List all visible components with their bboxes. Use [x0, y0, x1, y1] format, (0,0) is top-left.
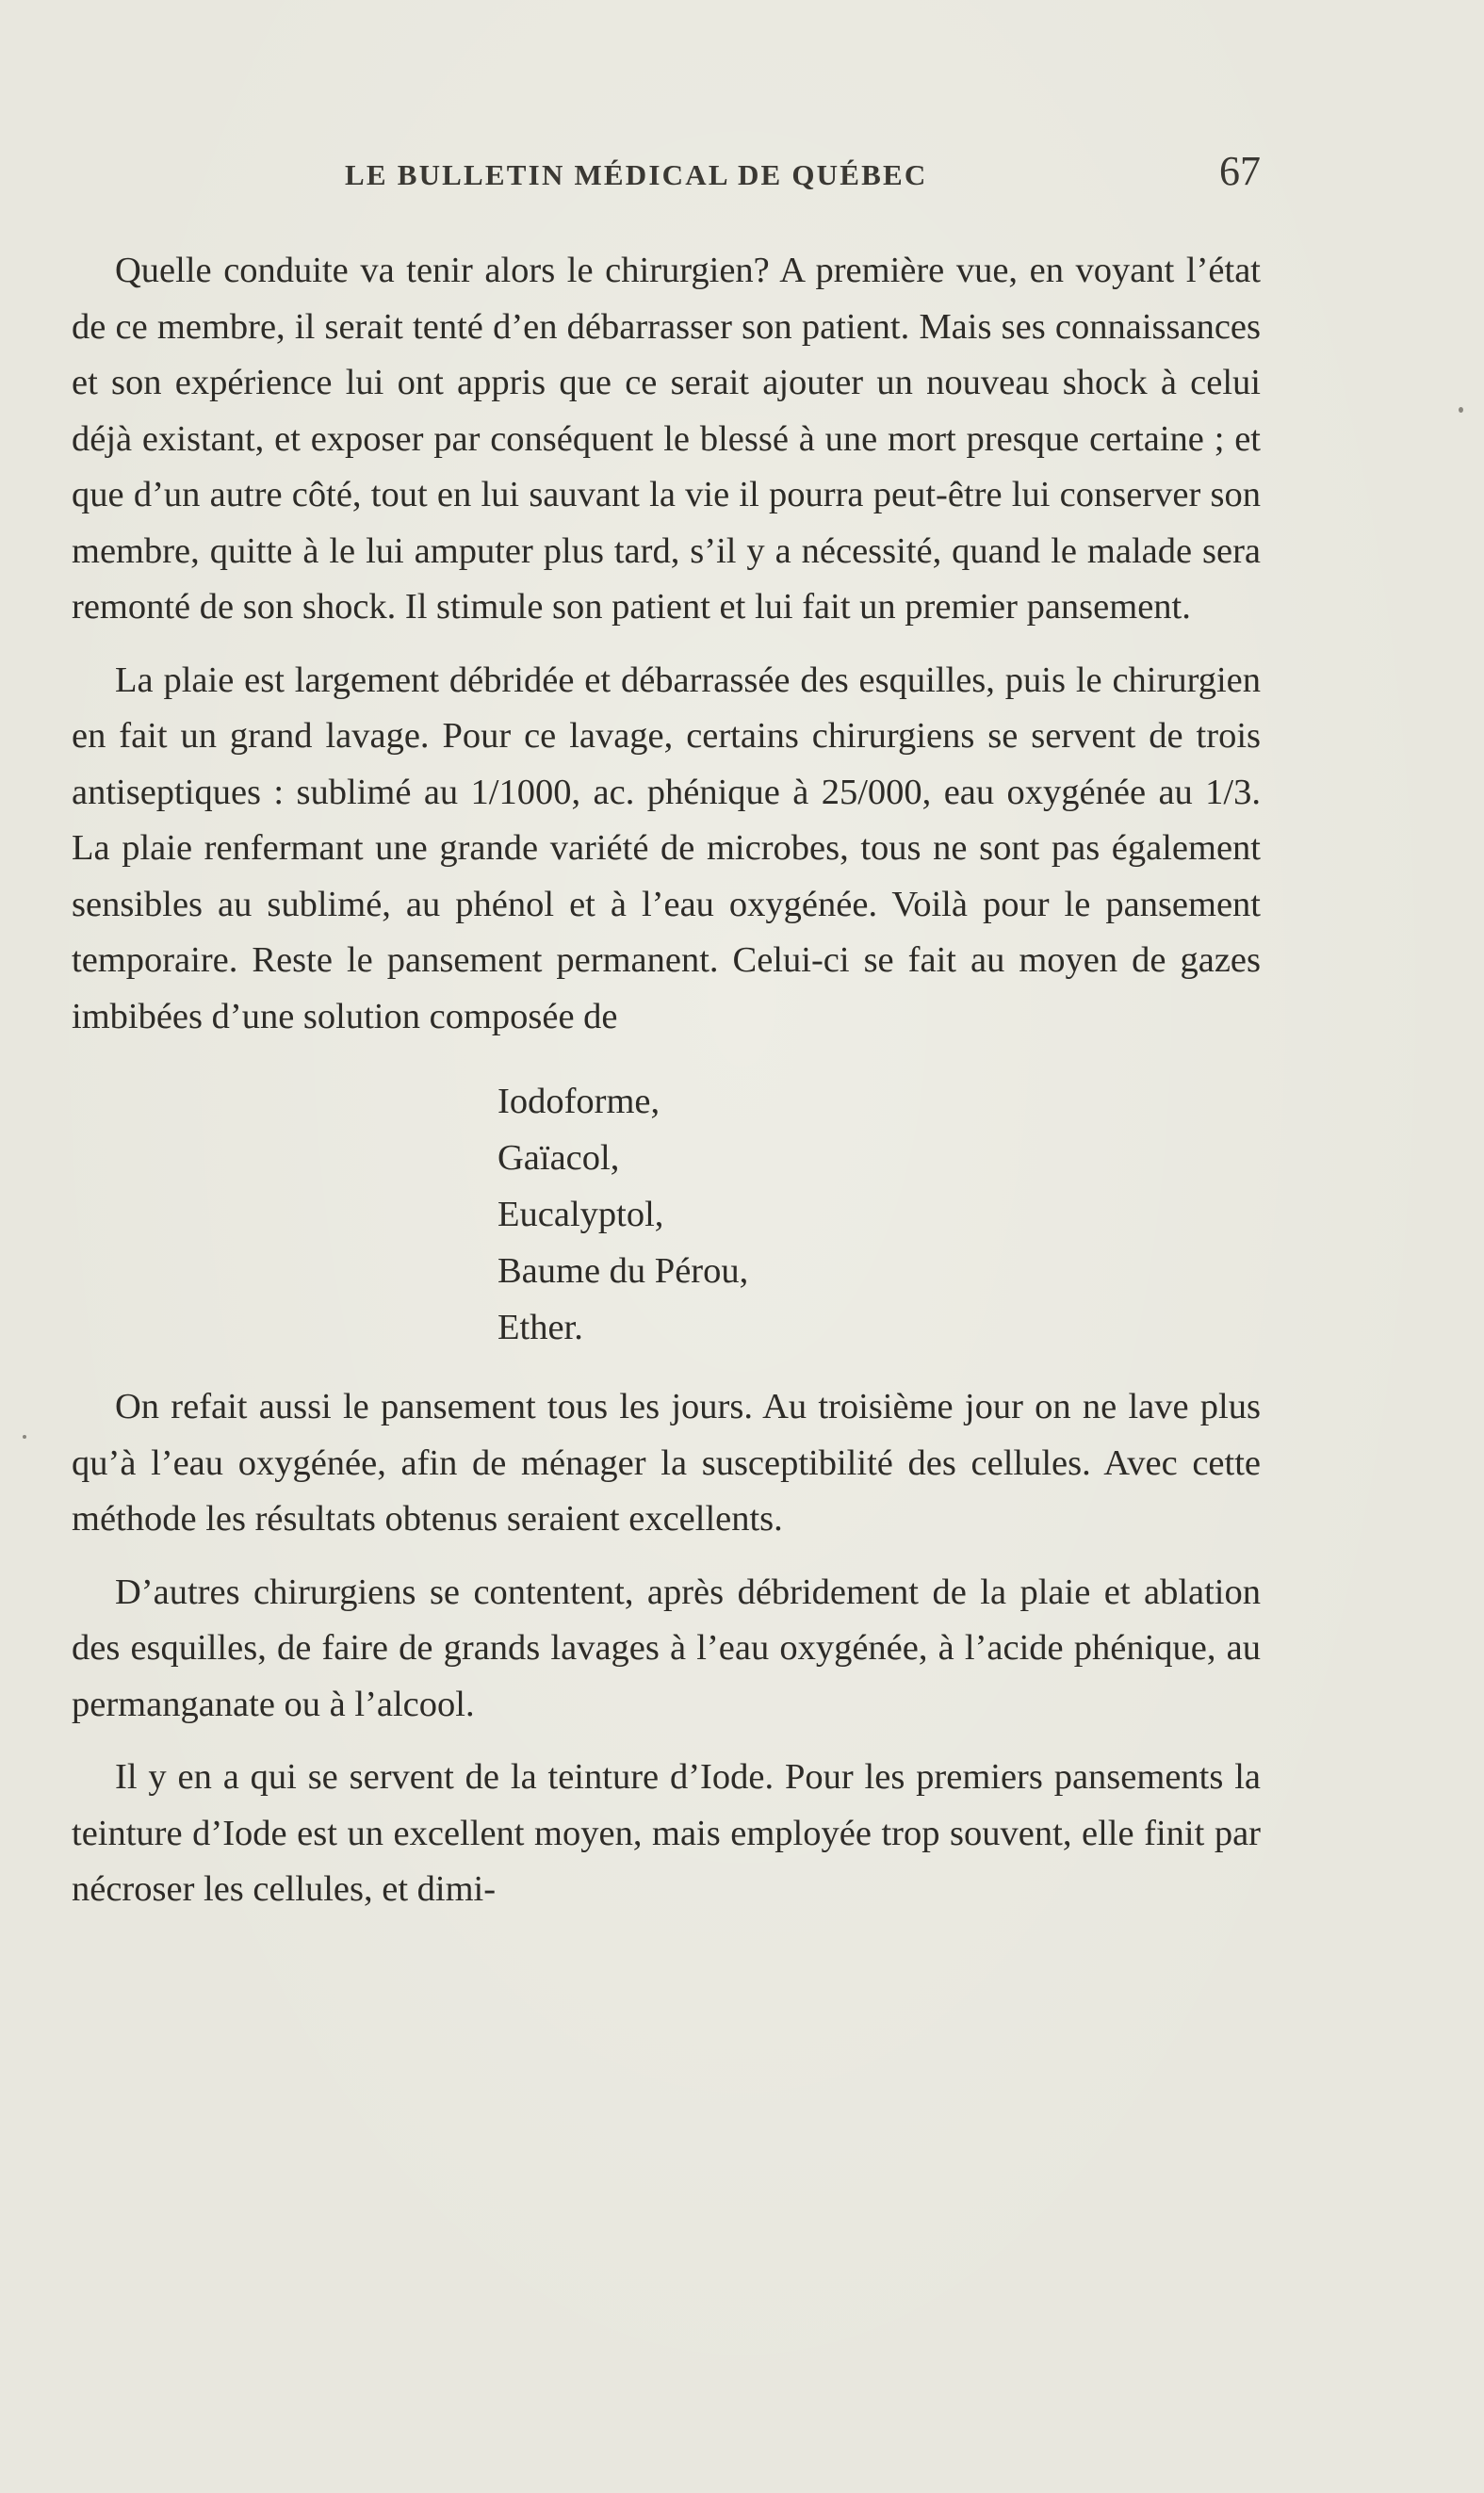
paragraph-3: On refait aussi le pansement tous les jours. Au troisième jour on ne lave plus qu’à l’eau oxygénée, afin de ménager la susceptibilité des cellules. Avec cette méthode les résultats obtenus seraient excellents.: [72, 1387, 1261, 1539]
formula-item-baume: Baume du Pérou,: [497, 1251, 749, 1291]
paper-speck: [23, 1435, 26, 1439]
body-text: [72, 243, 1261, 1918]
paper-speck: [1459, 407, 1463, 413]
running-title: LE BULLETIN MÉDICAL DE QUÉBEC: [345, 158, 928, 191]
formula-list: [497, 1073, 1261, 1356]
page-header: [72, 141, 1261, 198]
formula-item-ether: Ether.: [497, 1308, 583, 1347]
paragraph-2: La plaie est largement débridée et débarrassée des esquilles, puis le chirurgien en fait un grand lavage. Pour ce lavage, certains chirurgiens se servent de trois antiseptiques : sublimé au 1/1000, ac. phénique à 25/000, eau oxygénée au 1/3. La plaie renfermant une grande variété de microbes, tous ne sont pas également sensibles au sublimé, au phénol et à l’eau oxygénée. Voilà pour le pansement temporaire. Reste le pansement permanent. Celui-ci se fait au moyen de gazes imbibées d’une solution composée de: [72, 660, 1261, 1036]
paragraph-1: Quelle conduite va tenir alors le chirurgien? A première vue, en voyant l’état de ce membre, il serait tenté d’en débarrasser son patient. Mais ses connaissances et son expérience lui ont appris que ce serait ajouter un nouveau shock à celui déjà existant, et exposer par conséquent le blessé à une mort presque certaine ; et que d’un autre côté, tout en lui sauvant la vie il pourra peut-être lui conserver son membre, quitte à le lui amputer plus tard, s’il y a nécessité, quand le malade sera remonté de son shock. Il stimule son patient et lui fait un premier pansement.: [72, 251, 1261, 627]
formula-item-gaiacol: Gaïacol,: [497, 1138, 620, 1178]
formula-item-eucalyptol: Eucalyptol,: [497, 1195, 664, 1234]
paragraph-4: D’autres chirurgiens se contentent, après débridement de la plaie et ablation des esquilles, de faire de grands lavages à l’eau oxygénée, à l’acide phénique, au permanganate ou à l’alcool.: [72, 1572, 1261, 1724]
formula-item-iodoforme: Iodoforme,: [497, 1082, 660, 1121]
page-number: 67: [1219, 148, 1261, 194]
paragraph-5: Il y en a qui se servent de la teinture d’Iode. Pour les premiers pansements la teinture d’Iode est un excellent moyen, mais employée trop souvent, elle finit par nécroser les cellules, et dimi-: [72, 1757, 1261, 1909]
